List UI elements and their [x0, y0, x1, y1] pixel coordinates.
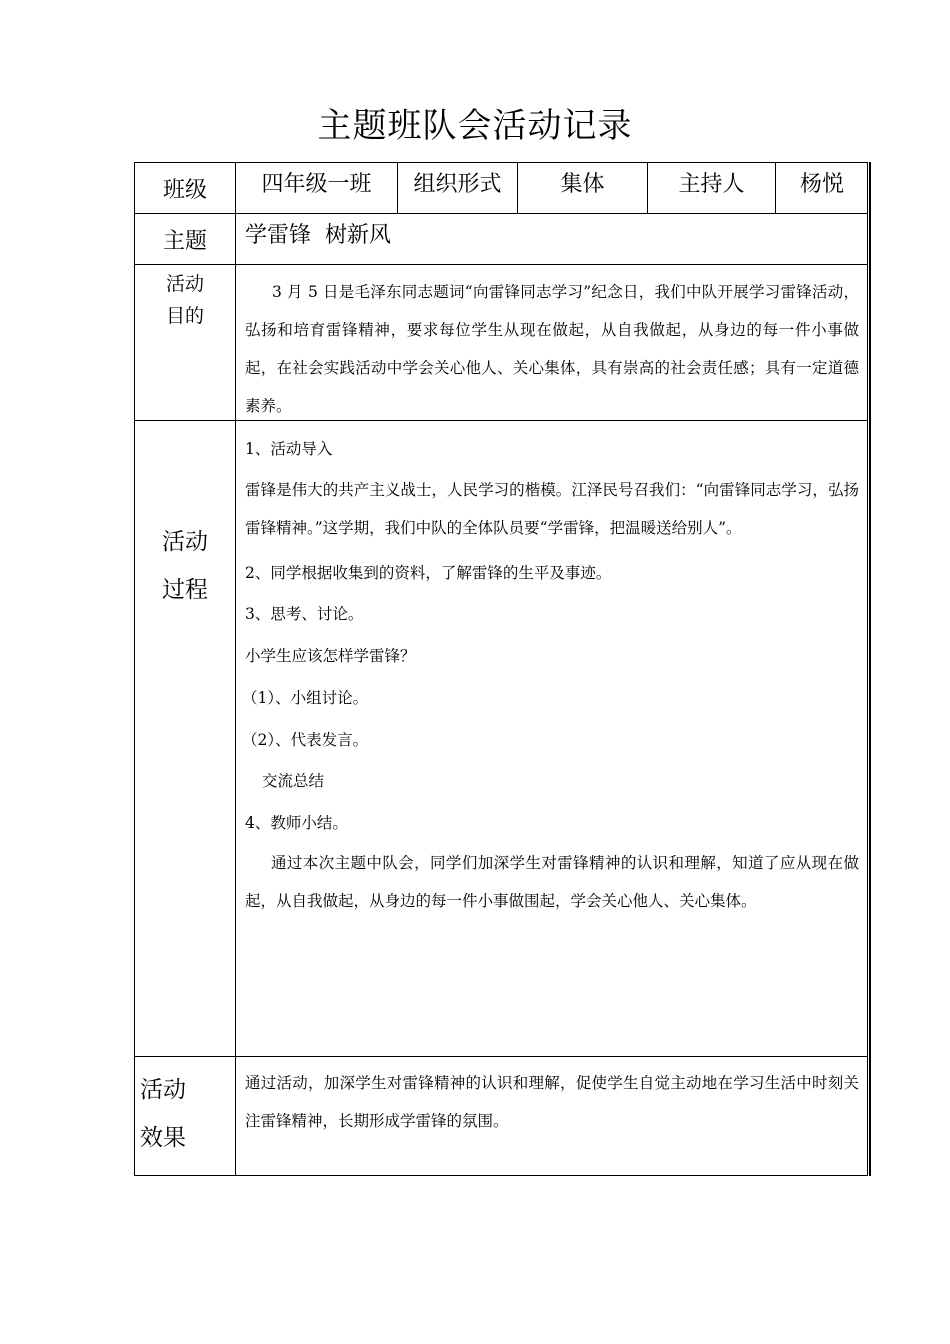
purpose-text: 3 月 5 日是毛泽东同志题词“向雷锋同志学习”纪念日，我们中队开展学习雷锋活动，弘扬和培育雷锋精神，要求每位学生从现在做起，从自我做起，从身边的每一件小事做起，在社会实践活动中学会关心他人、关心集体，具有崇高的社会责任感；具有一定道德素养。: [245, 283, 859, 415]
effect-label: [140, 1066, 200, 1162]
form-label: 组织形式: [413, 172, 502, 197]
process-question: 小学生应该怎样学雷锋？: [245, 647, 416, 665]
page-title: 主题班队会活动记录: [317, 106, 633, 146]
class-value: 四年级一班: [261, 172, 372, 197]
process-conclusion: 通过本次主题中队会，同学们加深学生对雷锋精神的认识和理解，知道了应从现在做起，从自我做起，从身边的每一件小事做围起，学会关心他人、关心集体。: [245, 854, 859, 910]
host-label: 主持人: [678, 172, 745, 197]
process-summary: 交流总结: [262, 772, 325, 790]
purpose-label-line1: 活动: [165, 273, 204, 295]
class-label: 班级: [162, 177, 207, 203]
purpose-label-line2: 目的: [165, 305, 204, 327]
effect-label-line2: 效果: [140, 1125, 186, 1151]
process-label-line2: 过程: [162, 577, 208, 603]
process-step2: 2、同学根据收集到的资料，了解雷锋的生平及事迹。: [245, 564, 612, 582]
row-divider: [134, 1056, 868, 1057]
theme-label: 主题: [162, 228, 207, 254]
theme-value: 学雷锋 树新风: [245, 223, 391, 248]
effect-label-line1: 活动: [140, 1077, 186, 1103]
process-sub1: （1）、小组讨论。: [242, 689, 369, 707]
process-step4: 4、教师小结。: [245, 814, 348, 832]
form-value: 集体: [560, 172, 605, 197]
column-divider: [235, 162, 236, 1175]
process-step1-text: 雷锋是伟大的共产主义战士，人民学习的楷模。江泽民号召我们：“向雷锋同志学习，弘扬雷锋精神。”这学期，我们中队的全体队员要“学雷锋，把温暖送给别人”。: [245, 481, 859, 537]
effect-text: 通过活动，加深学生对雷锋精神的认识和理解，促使学生自觉主动地在学习生活中时刻关注雷锋精神，长期形成学雷锋的氛围。: [245, 1074, 859, 1130]
process-step3: 3、思考、讨论。: [245, 605, 364, 623]
process-label: [135, 518, 235, 614]
process-sub2: （2）、代表发言。: [242, 731, 369, 749]
process-step1-title: 1、活动导入: [245, 440, 333, 458]
purpose-label: [135, 268, 235, 332]
host-value: 杨悦: [799, 172, 844, 197]
table-right-edge: [869, 162, 871, 1176]
process-label-line1: 活动: [162, 529, 208, 555]
row-divider: [134, 213, 868, 214]
row-divider: [134, 264, 868, 265]
